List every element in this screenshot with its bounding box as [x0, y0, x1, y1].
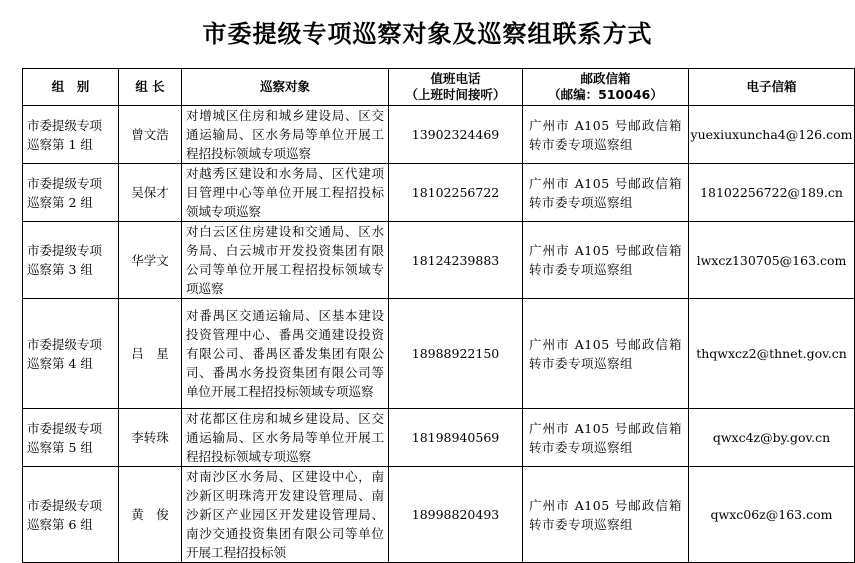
group-cell: 市委提级专项巡察第 4 组 [23, 299, 119, 409]
header-phone [389, 69, 523, 106]
group-cell: 市委提级专项巡察第 5 组 [23, 409, 119, 467]
email-cell: yuexiuxuncha4@126.com [689, 106, 855, 164]
email-cell: thqwxcz2@thnet.gov.cn [689, 299, 855, 409]
post-cell: 广州市 A105 号邮政信箱转市委专项巡察组 [523, 409, 689, 467]
table-row [23, 299, 855, 409]
leader-cell: 吴保才 [119, 164, 182, 222]
phone-cell: 18124239883 [389, 222, 523, 299]
target-cell: 对越秀区建设和水务局、区代建项目管理中心等单位开展工程招投标领域专项巡察 [182, 164, 389, 222]
header-phone-line2: （上班时间接听） [405, 87, 506, 102]
table-row [23, 164, 855, 222]
leader-cell: 李转珠 [119, 409, 182, 467]
phone-cell: 18998820493 [389, 467, 523, 563]
target-cell: 对白云区住房建设和交通局、区水务局、白云城市开发投资集团有限公司等单位开展工程招投标领域专项巡察 [182, 222, 389, 299]
group-cell: 市委提级专项巡察第 3 组 [23, 222, 119, 299]
header-target: 巡察对象 [182, 69, 389, 106]
phone-cell: 18988922150 [389, 299, 523, 409]
post-cell: 广州市 A105 号邮政信箱转市委专项巡察组 [523, 299, 689, 409]
header-leader: 组 长 [119, 69, 182, 106]
leader-cell: 曾文浩 [119, 106, 182, 164]
leader-cell: 黄 俊 [119, 467, 182, 563]
contact-table [22, 68, 855, 563]
email-cell: 18102256722@189.cn [689, 164, 855, 222]
table-row [23, 467, 855, 563]
target-cell: 对花都区住房和城乡建设局、区交通运输局、区水务局等单位开展工程招投标领域专项巡察 [182, 409, 389, 467]
group-cell: 市委提级专项巡察第 2 组 [23, 164, 119, 222]
leader-cell: 吕 星 [119, 299, 182, 409]
phone-cell: 13902324469 [389, 106, 523, 164]
group-cell: 市委提级专项巡察第 1 组 [23, 106, 119, 164]
email-cell: qwxc06z@163.com [689, 467, 855, 563]
target-cell: 对番禺区交通运输局、区基本建设投资管理中心、番禺交通建设投资有限公司、番禺区番发集团有限公司、番禺水务投资集团有限公司等单位开展工程招投标领域专项巡察 [182, 299, 389, 409]
header-email: 电子信箱 [689, 69, 855, 106]
post-cell: 广州市 A105 号邮政信箱转市委专项巡察组 [523, 164, 689, 222]
leader-cell: 华学文 [119, 222, 182, 299]
page-title: 市委提级专项巡察对象及巡察组联系方式 [202, 20, 653, 48]
email-cell: qwxc4z@by.gov.cn [689, 409, 855, 467]
email-cell: lwxcz130705@163.com [689, 222, 855, 299]
phone-cell: 18102256722 [389, 164, 523, 222]
header-post [523, 69, 689, 106]
post-cell: 广州市 A105 号邮政信箱转市委专项巡察组 [523, 467, 689, 563]
target-cell: 对南沙区水务局、区建设中心，南沙新区明珠湾开发建设管理局、南沙新区产业园区开发建设管理局、南沙交通投资集团有限公司等单位开展工程招投标领 [182, 467, 389, 563]
header-group: 组 别 [23, 69, 119, 106]
target-cell: 对增城区住房和城乡建设局、区交通运输局、区水务局等单位开展工程招投标领域专项巡察 [182, 106, 389, 164]
post-cell: 广州市 A105 号邮政信箱转市委专项巡察组 [523, 106, 689, 164]
table-header-row [23, 69, 855, 106]
table-row [23, 222, 855, 299]
post-cell: 广州市 A105 号邮政信箱转市委专项巡察组 [523, 222, 689, 299]
header-post-line1: 邮政信箱 [580, 71, 631, 86]
table-row [23, 409, 855, 467]
group-cell: 市委提级专项巡察第 6 组 [23, 467, 119, 563]
table-row [23, 106, 855, 164]
phone-cell: 18198940569 [389, 409, 523, 467]
header-phone-line1: 值班电话 [430, 71, 481, 86]
header-post-line2: （邮编：510046） [548, 87, 663, 102]
